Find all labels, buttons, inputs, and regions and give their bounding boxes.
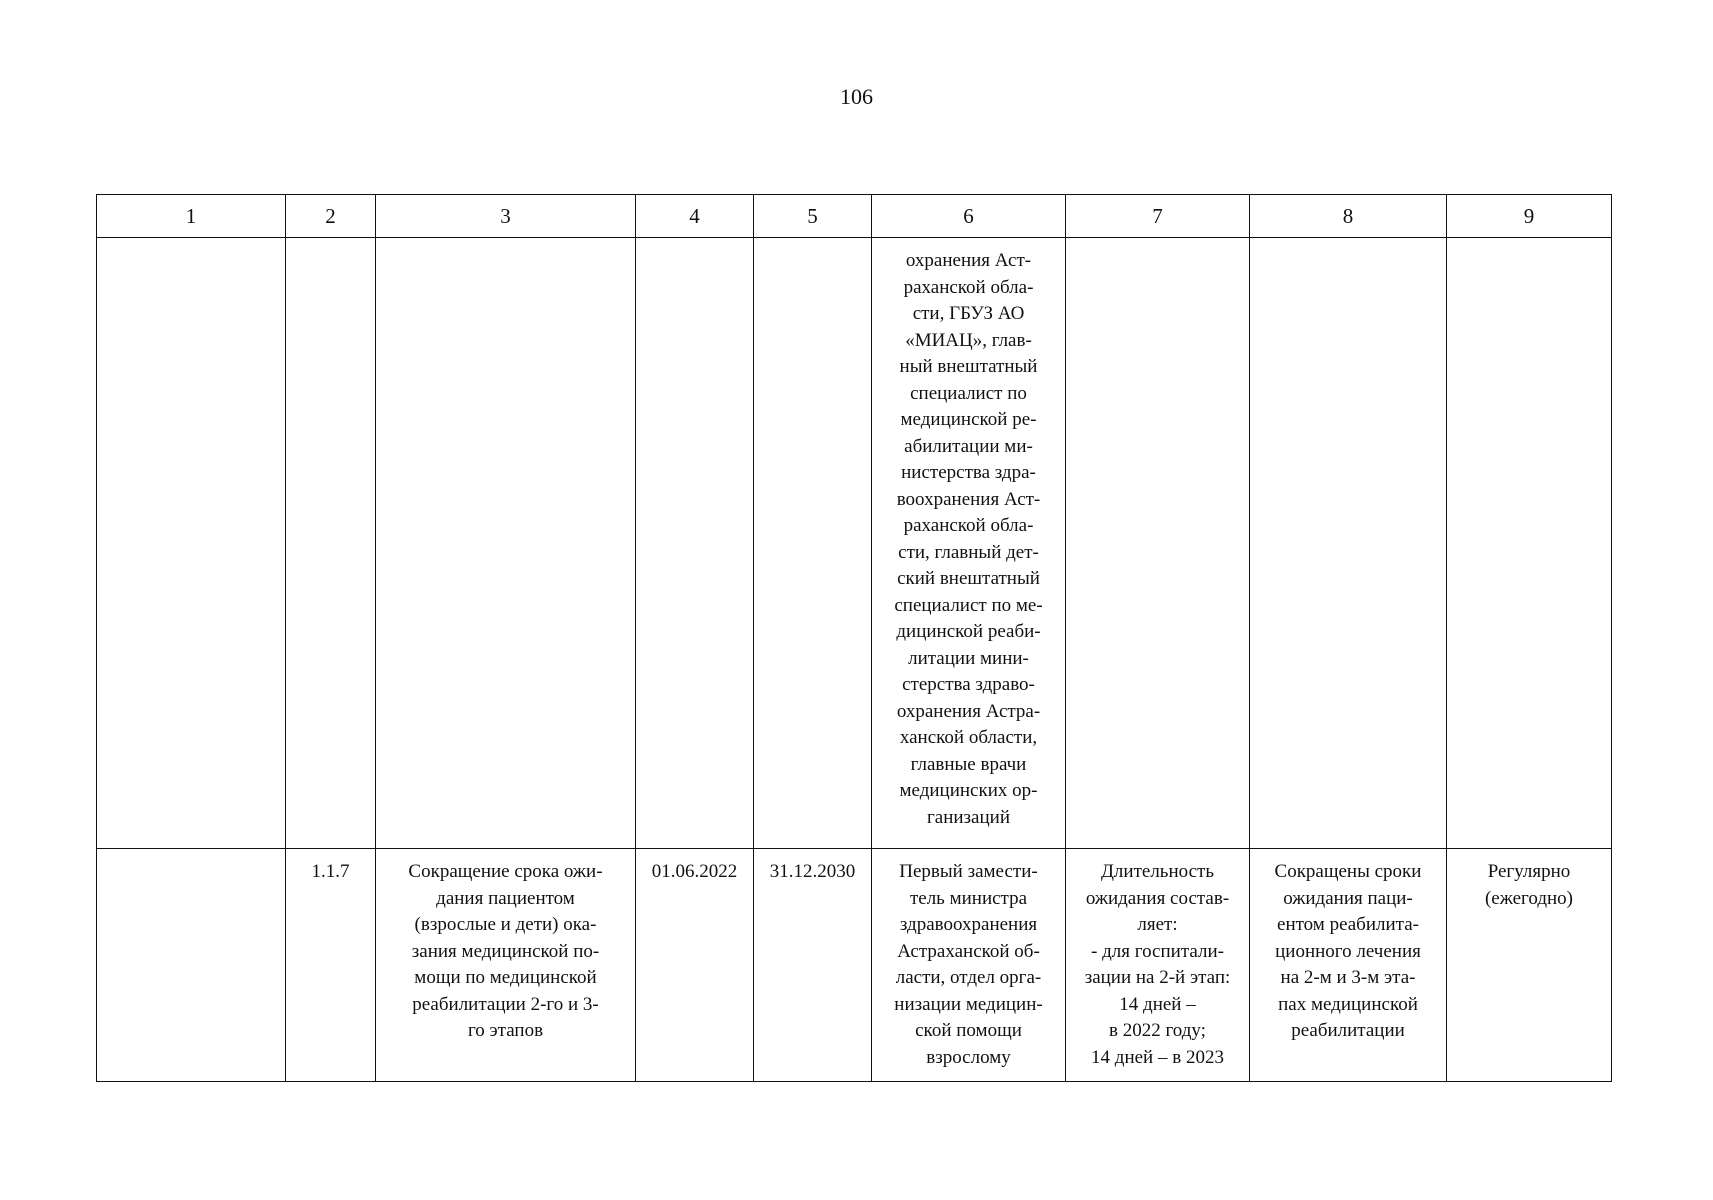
text-line: специалист по ме-	[894, 594, 1043, 616]
item-number: 1.1.7	[286, 849, 376, 1082]
text-line: нистерства здра-	[901, 462, 1036, 483]
text-line: раханской обла-	[903, 276, 1034, 298]
text-line: тель министра	[909, 887, 1028, 909]
text-line: воохранения Аст-	[896, 488, 1041, 510]
text-line: ный внештатный	[899, 356, 1038, 377]
header-col-4: 4	[636, 195, 754, 238]
text-line: (взрослые и дети) ока-	[414, 914, 597, 935]
header-col-1: 1	[97, 195, 286, 238]
continuation-row	[97, 238, 1612, 849]
text-line: раханской обла-	[903, 515, 1034, 536]
text-line: ской помощи	[915, 1020, 1022, 1041]
cont-cell-3	[376, 238, 636, 849]
header-col-9: 9	[1447, 195, 1612, 238]
text-line: дания пациентом	[436, 887, 575, 909]
text-line: пах медицинской	[1278, 993, 1418, 1015]
text-line: дицинской реаби-	[896, 621, 1041, 642]
text-line: взрослому	[926, 1046, 1011, 1068]
cont-cell-9	[1447, 238, 1612, 849]
text-line: Сокращение срока ожи-	[408, 861, 603, 882]
text-line: ентом реабилита-	[1277, 914, 1419, 935]
text-line: зации на 2-й этап:	[1084, 967, 1231, 988]
text-line: Первый замести-	[899, 861, 1038, 882]
text-line: Сокращены сроки	[1274, 861, 1422, 882]
text-line: низации медицин-	[894, 993, 1043, 1015]
measures-table	[96, 194, 1612, 1082]
text-line: медицинской ре-	[900, 409, 1037, 430]
text-line: мощи по медицинской	[414, 967, 597, 988]
table-row-1-1-7	[97, 849, 1612, 1082]
text-line: охранения Астра-	[896, 700, 1041, 722]
text-line: ожидания паци-	[1283, 887, 1413, 909]
item-cell-1	[97, 849, 286, 1082]
text-line: - для госпитали-	[1091, 940, 1224, 962]
text-line: сти, главный дет-	[898, 541, 1039, 563]
header-col-2: 2	[286, 195, 376, 238]
item-end-date: 31.12.2030	[754, 849, 872, 1082]
cont-cell-4	[636, 238, 754, 849]
text-line: ожидания состав-	[1085, 887, 1230, 909]
item-result	[1250, 849, 1447, 1082]
text-line: медицинских ор-	[899, 780, 1038, 801]
text-line: «МИАЦ», глав-	[905, 329, 1032, 351]
header-col-6: 6	[872, 195, 1066, 238]
text-line: 14 дней – в 2023	[1091, 1046, 1224, 1068]
text-line: сти, ГБУЗ АО	[912, 303, 1025, 324]
text-line: (ежегодно)	[1484, 887, 1573, 909]
text-line: го этапов	[467, 1020, 544, 1041]
text-line: Длительность	[1100, 861, 1215, 882]
header-col-8: 8	[1250, 195, 1447, 238]
page-number: 106	[840, 84, 873, 109]
cont-cell-responsible	[872, 238, 1066, 849]
cont-cell-7	[1066, 238, 1250, 849]
item-indicator	[1066, 849, 1250, 1082]
text-line: ласти, отдел орга-	[895, 967, 1042, 988]
cont-cell-8	[1250, 238, 1447, 849]
text-line: Регулярно	[1487, 861, 1571, 882]
text-line: охранения Аст-	[905, 250, 1032, 271]
text-line: ганизаций	[926, 806, 1010, 828]
text-line: зания медицинской по-	[411, 940, 600, 962]
header-row	[97, 195, 1612, 238]
text-line: реабилитации	[1291, 1020, 1405, 1041]
cont-cell-2	[286, 238, 376, 849]
text-line: абилитации ми-	[904, 435, 1033, 457]
text-line: ляет:	[1137, 914, 1178, 935]
text-line: главные врачи	[910, 753, 1027, 775]
cont-cell-5	[754, 238, 872, 849]
text-line: на 2-м и 3-м эта-	[1280, 967, 1416, 988]
text-line: 14 дней –	[1119, 993, 1196, 1015]
text-line: Астраханской об-	[897, 940, 1040, 962]
item-frequency	[1447, 849, 1612, 1082]
text-line: ский внештатный	[897, 568, 1040, 589]
text-line: здравоохранения	[899, 914, 1038, 935]
text-line: ханской области,	[899, 727, 1038, 748]
item-responsible	[872, 849, 1066, 1082]
text-line: литации мини-	[908, 647, 1029, 669]
header-col-7: 7	[1066, 195, 1250, 238]
header-col-3: 3	[376, 195, 636, 238]
item-title	[376, 849, 636, 1082]
text-line: стерства здраво-	[902, 674, 1035, 695]
text-line: в 2022 году;	[1109, 1020, 1206, 1041]
cont-cell-1	[97, 238, 286, 849]
text-line: реабилитации 2-го и 3-	[412, 993, 599, 1015]
text-line: специалист по	[910, 382, 1027, 404]
item-start-date: 01.06.2022	[636, 849, 754, 1082]
text-line: ционного лечения	[1275, 940, 1421, 962]
header-col-5: 5	[754, 195, 872, 238]
